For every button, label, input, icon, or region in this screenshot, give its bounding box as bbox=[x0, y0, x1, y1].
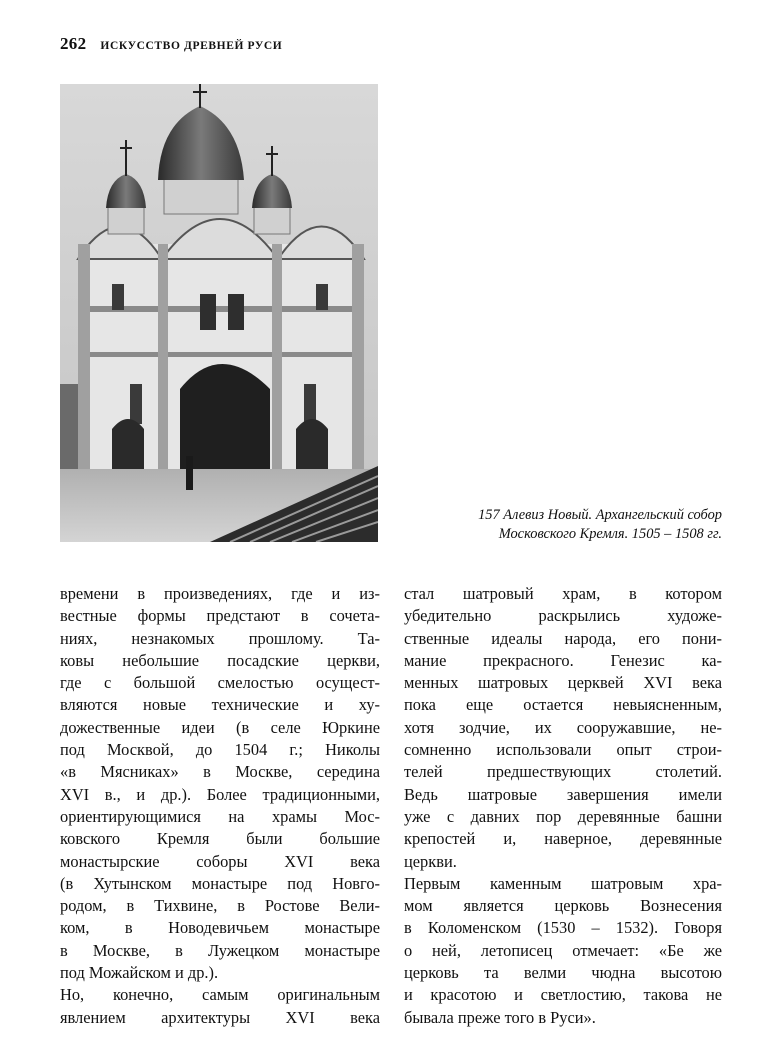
text-line: где с большой смелостью осущест- bbox=[60, 673, 380, 693]
text-line: в Москве, в Лужецком монастыре bbox=[60, 940, 380, 960]
figure-caption bbox=[400, 506, 722, 544]
text-line: ственные идеалы народа, его пони- bbox=[404, 628, 722, 648]
text-line: (в Хутынском монастыре под Новго- bbox=[60, 873, 380, 893]
text-line: и красотою и светлостию, такова не bbox=[404, 985, 722, 1005]
text-line: сомненно использовали опыт строи- bbox=[404, 740, 722, 760]
caption-line-1 bbox=[400, 506, 722, 525]
cathedral-photo bbox=[60, 84, 378, 542]
text-line: ковы небольшие посадские церкви, bbox=[60, 650, 380, 670]
text-line: хотя зодчие, их сооружавшие, не- bbox=[404, 717, 722, 737]
text-line: явлением архитектуры XVI века bbox=[60, 1007, 380, 1027]
caption-line-2: Московского Кремля. 1505 – 1508 гг. bbox=[498, 526, 722, 542]
text-line: церкви. bbox=[404, 851, 457, 871]
text-line: «в Мясниках» в Москве, середина bbox=[60, 762, 380, 782]
text-line: времени в произведениях, где и из- bbox=[60, 584, 380, 603]
text-line: церковь та велми чюдна высотою bbox=[404, 963, 722, 983]
text-line: Первым каменным шатровым хра- bbox=[404, 873, 722, 893]
page-header bbox=[60, 34, 282, 54]
text-line: о ней, летописец отмечает: «Бе же bbox=[404, 940, 722, 960]
text-line: ковского Кремля были большие bbox=[60, 829, 380, 849]
text-line: дожественные идеи (в селе Юркине bbox=[60, 717, 380, 737]
text-line: в Коломенском (1530 – 1532). Говоря bbox=[404, 918, 722, 938]
text-line: вляются новые технические и ху- bbox=[60, 695, 380, 715]
text-line: родом, в Тихвине, в Ростове Вели- bbox=[60, 896, 380, 916]
text-line: XVI в., и др.). Более традиционными, bbox=[60, 784, 380, 804]
text-line: уже с давних пор деревянные башни bbox=[404, 806, 722, 826]
text-line: Ведь шатровые завершения имели bbox=[404, 784, 722, 804]
text-line: ниях, незнакомых прошлому. Та- bbox=[60, 628, 380, 648]
running-title: ИСКУССТВО ДРЕВНЕЙ РУСИ bbox=[100, 40, 283, 52]
figure-number: 157 bbox=[478, 507, 500, 523]
text-line: монастырские соборы XVI века bbox=[60, 851, 380, 871]
text-line: мание прекрасного. Генезис ка- bbox=[404, 650, 722, 670]
text-line: крепостей и, наверное, деревянные bbox=[404, 829, 722, 849]
text-line: телей предшествующих столетий. bbox=[404, 762, 722, 782]
text-line: убедительно раскрылись художе- bbox=[404, 606, 722, 626]
text-line: вестные формы предстают в сочета- bbox=[60, 606, 380, 626]
text-line: ориентирующимися на храмы Мос- bbox=[60, 806, 380, 826]
text-line: пока еще остается невыясненным, bbox=[404, 695, 722, 715]
text-line: стал шатровый храм, в котором bbox=[404, 584, 722, 603]
right-text-column bbox=[404, 583, 722, 1029]
text-line: мом является церковь Вознесения bbox=[404, 896, 722, 916]
text-line: под Можайском и др.). bbox=[60, 963, 219, 983]
text-line: ком, в Новодевичьем монастыре bbox=[60, 918, 380, 938]
left-text-column bbox=[60, 583, 380, 1029]
text-line: менных шатровых церквей XVI века bbox=[404, 673, 722, 693]
text-line: Но, конечно, самым оригинальным bbox=[60, 985, 380, 1005]
page-number: 262 bbox=[60, 34, 87, 53]
text-line: бывала преже того в Руси». bbox=[404, 1007, 596, 1027]
text-line: под Москвой, до 1504 г.; Николы bbox=[60, 740, 380, 760]
caption-text-1: Алевиз Новый. Архангельский собор bbox=[503, 507, 722, 523]
